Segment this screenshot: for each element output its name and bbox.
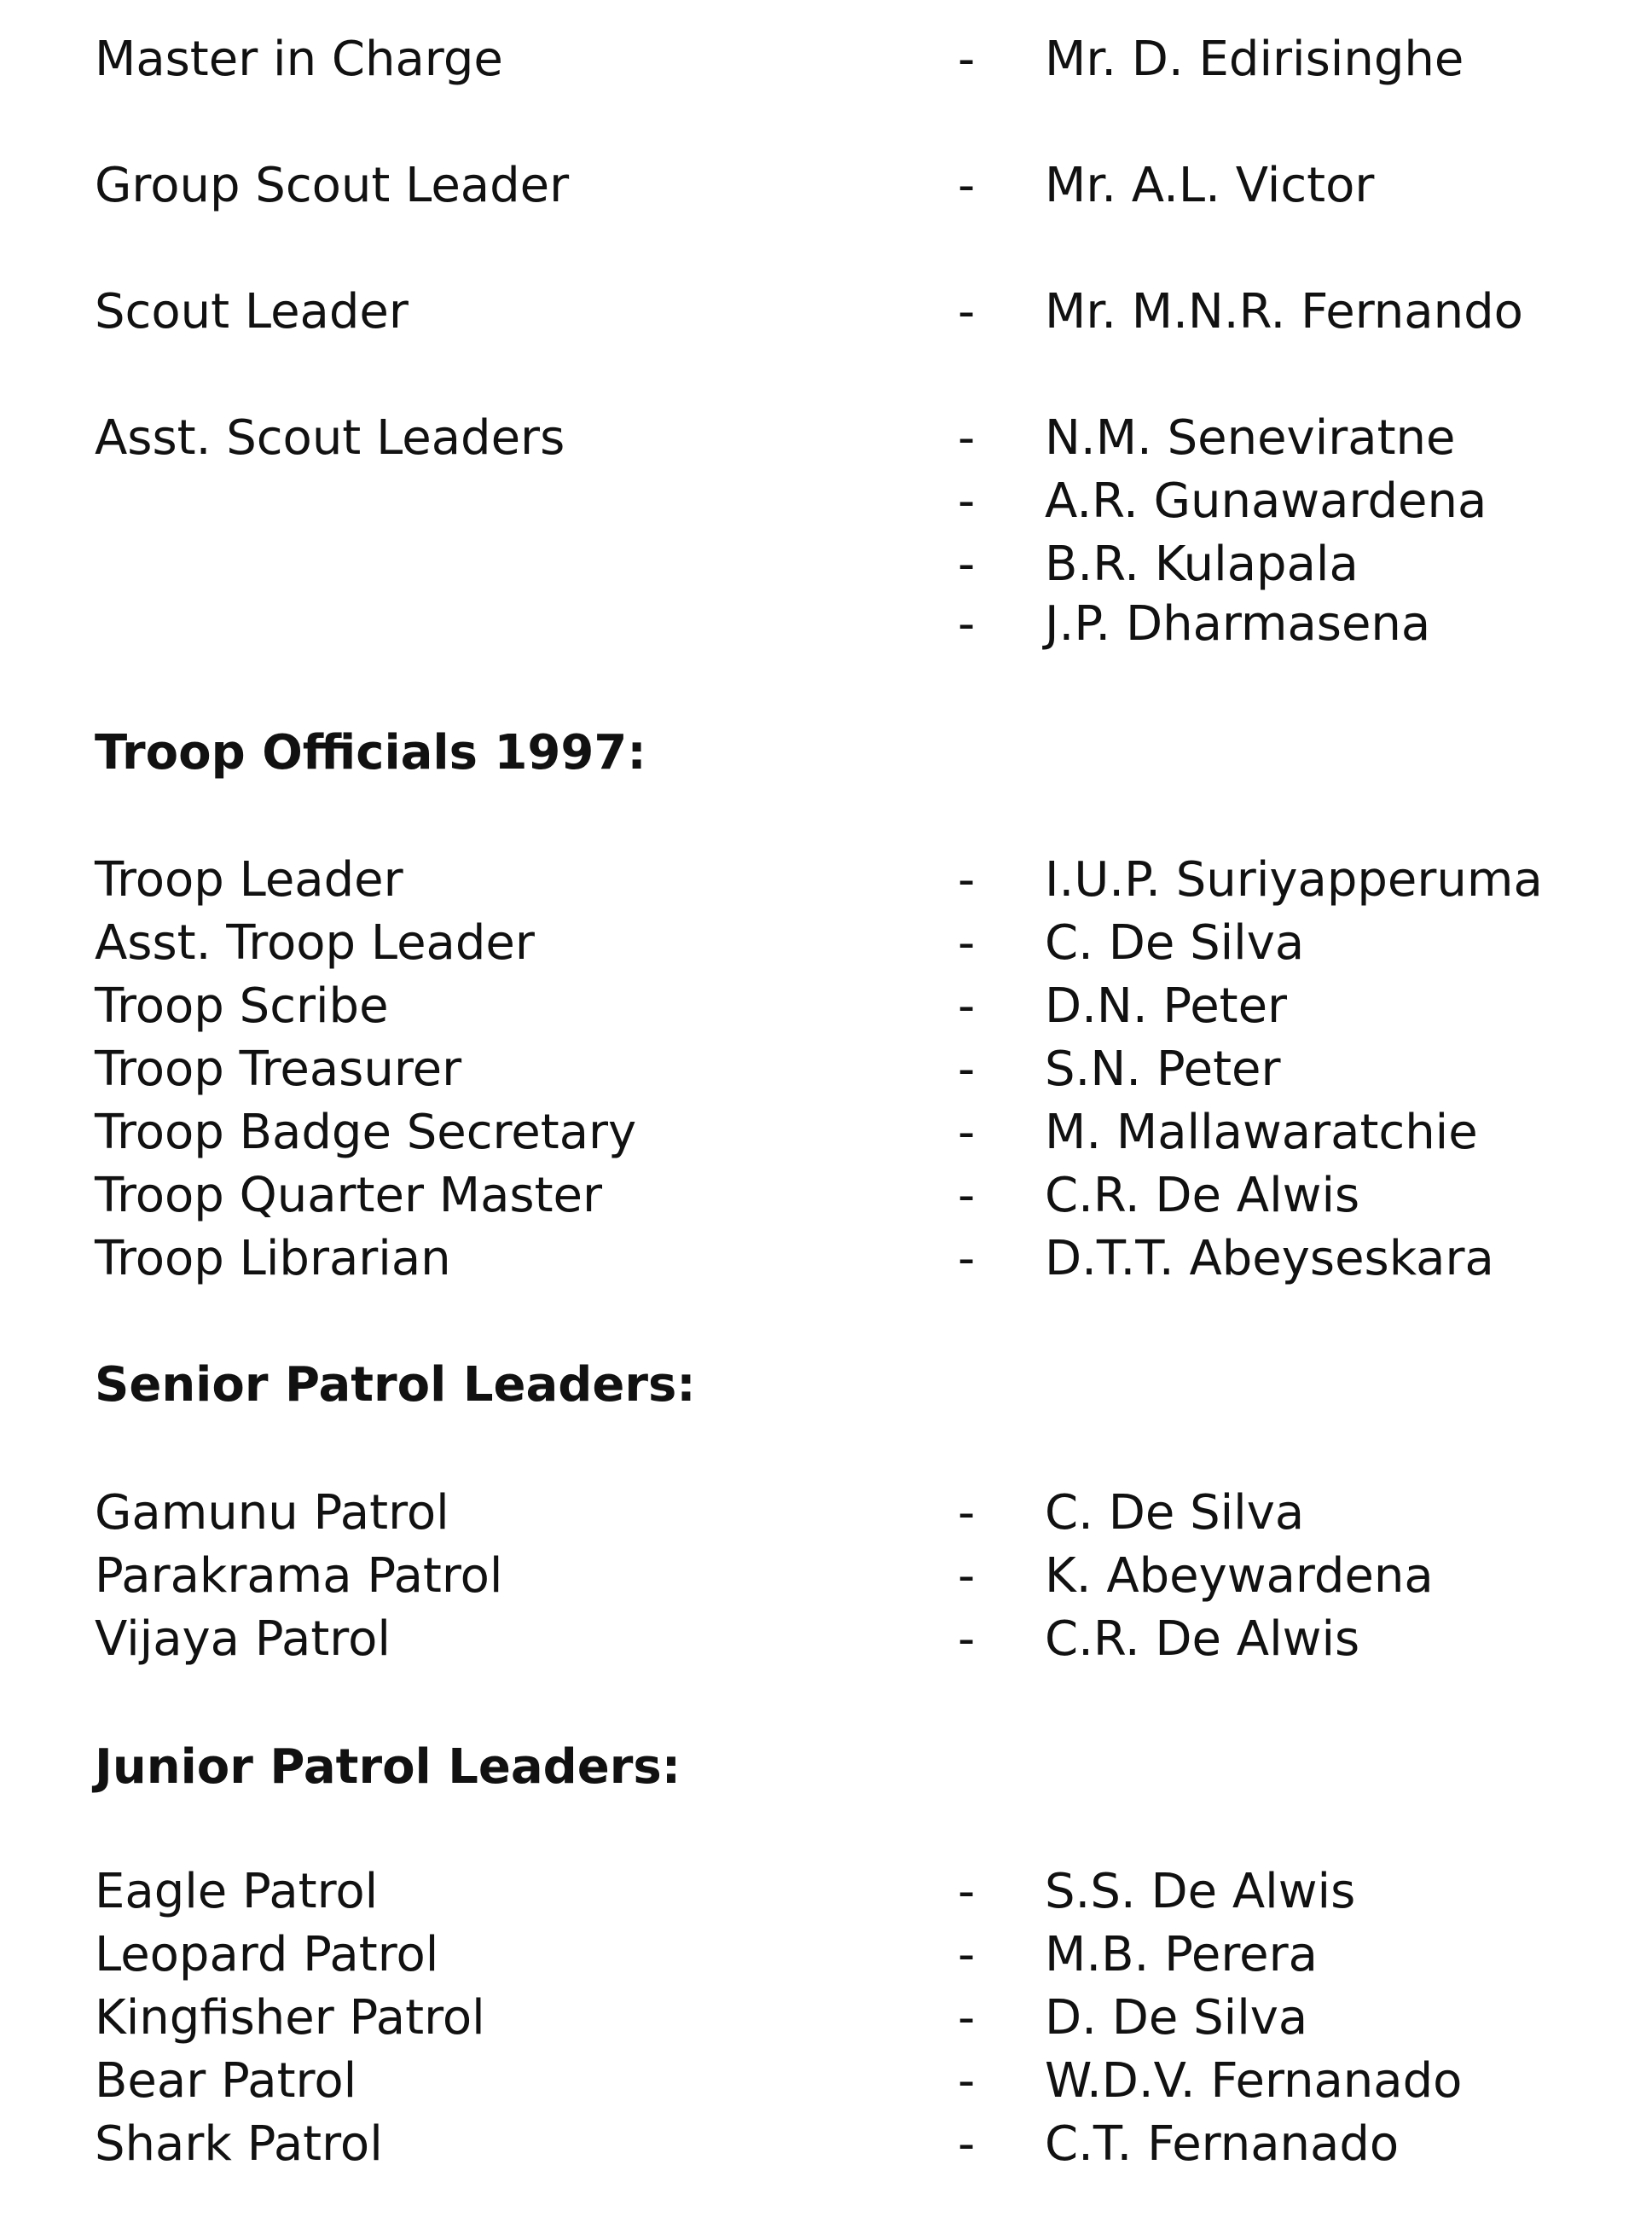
staff-row [0, 407, 1652, 470]
person-name: N.M. Seneviratne [1045, 410, 1456, 466]
official-row [0, 849, 1652, 912]
role-label: Asst. Scout Leaders [95, 410, 565, 466]
official-row [0, 1164, 1652, 1227]
role-label: Group Scout Leader [95, 158, 570, 213]
person-name: Mr. A.L. Victor [1045, 158, 1375, 213]
patrol-label: Gamunu Patrol [95, 1485, 449, 1541]
staff-row [0, 470, 1652, 533]
separator-dash: - [958, 1042, 976, 1097]
patrol-label: Leopard Patrol [95, 1927, 439, 1982]
patrol-label: Vijaya Patrol [95, 1611, 391, 1667]
section-heading-troop-officials: Troop Officials 1997: [95, 725, 646, 781]
person-name: D.T.T. Abeyseskara [1045, 1231, 1494, 1286]
person-name: C. De Silva [1045, 1485, 1305, 1541]
role-label: Asst. Troop Leader [95, 915, 535, 971]
staff-row [0, 593, 1652, 656]
person-name: K. Abeywardena [1045, 1548, 1434, 1604]
person-name: A.R. Gunawardena [1045, 473, 1487, 529]
senior-patrol-row [0, 1482, 1652, 1545]
senior-patrol-row [0, 1608, 1652, 1671]
section-heading-senior-patrol-leaders: Senior Patrol Leaders: [95, 1357, 696, 1413]
separator-dash: - [958, 32, 976, 87]
separator-dash: - [958, 473, 976, 529]
patrol-label: Kingfisher Patrol [95, 1990, 485, 2046]
separator-dash: - [958, 978, 976, 1034]
person-name: B.R. Kulapala [1045, 537, 1359, 592]
separator-dash: - [958, 1168, 976, 1223]
separator-dash: - [958, 1990, 976, 2046]
role-label: Troop Badge Secretary [95, 1105, 637, 1160]
patrol-label: Shark Patrol [95, 2116, 383, 2172]
section-heading-junior-patrol-leaders: Junior Patrol Leaders: [95, 1739, 681, 1795]
staff-row [0, 533, 1652, 596]
official-row [0, 975, 1652, 1038]
patrol-label: Eagle Patrol [95, 1864, 379, 1919]
separator-dash: - [958, 1485, 976, 1541]
separator-dash: - [958, 1611, 976, 1667]
person-name: J.P. Dharmasena [1045, 596, 1431, 652]
separator-dash: - [958, 852, 976, 908]
separator-dash: - [958, 410, 976, 466]
role-label: Troop Librarian [95, 1231, 451, 1286]
senior-patrol-row [0, 1545, 1652, 1608]
official-row [0, 1101, 1652, 1164]
person-name: D.N. Peter [1045, 978, 1288, 1034]
junior-patrol-row [0, 2050, 1652, 2113]
official-row [0, 1038, 1652, 1101]
official-row [0, 1227, 1652, 1291]
junior-patrol-row [0, 1924, 1652, 1987]
separator-dash: - [958, 2116, 976, 2172]
junior-patrol-row [0, 1860, 1652, 1924]
person-name: M.B. Perera [1045, 1927, 1318, 1982]
separator-dash: - [958, 537, 976, 592]
separator-dash: - [958, 1927, 976, 1982]
staff-row [0, 154, 1652, 218]
patrol-label: Bear Patrol [95, 2053, 357, 2109]
separator-dash: - [958, 158, 976, 213]
person-name: C. De Silva [1045, 915, 1305, 971]
person-name: Mr. M.N.R. Fernando [1045, 284, 1523, 340]
person-name: Mr. D. Edirisinghe [1045, 32, 1464, 87]
person-name: S.N. Peter [1045, 1042, 1281, 1097]
separator-dash: - [958, 1105, 976, 1160]
person-name: D. De Silva [1045, 1990, 1308, 2046]
person-name: S.S. De Alwis [1045, 1864, 1356, 1919]
person-name: C.T. Fernanado [1045, 2116, 1400, 2172]
junior-patrol-row [0, 1987, 1652, 2050]
separator-dash: - [958, 1231, 976, 1286]
person-name: C.R. De Alwis [1045, 1611, 1360, 1667]
staff-row [0, 28, 1652, 91]
staff-row [0, 281, 1652, 344]
separator-dash: - [958, 1548, 976, 1604]
junior-patrol-row [0, 2113, 1652, 2176]
person-name: W.D.V. Fernanado [1045, 2053, 1463, 2109]
separator-dash: - [958, 596, 976, 652]
separator-dash: - [958, 284, 976, 340]
separator-dash: - [958, 1864, 976, 1919]
role-label: Troop Leader [95, 852, 403, 908]
separator-dash: - [958, 915, 976, 971]
patrol-label: Parakrama Patrol [95, 1548, 503, 1604]
person-name: I.U.P. Suriyapperuma [1045, 852, 1543, 908]
role-label: Troop Quarter Master [95, 1168, 603, 1223]
separator-dash: - [958, 2053, 976, 2109]
person-name: M. Mallawaratchie [1045, 1105, 1478, 1160]
person-name: C.R. De Alwis [1045, 1168, 1360, 1223]
role-label: Master in Charge [95, 32, 503, 87]
role-label: Troop Scribe [95, 978, 389, 1034]
official-row [0, 912, 1652, 975]
role-label: Scout Leader [95, 284, 409, 340]
role-label: Troop Treasurer [95, 1042, 462, 1097]
